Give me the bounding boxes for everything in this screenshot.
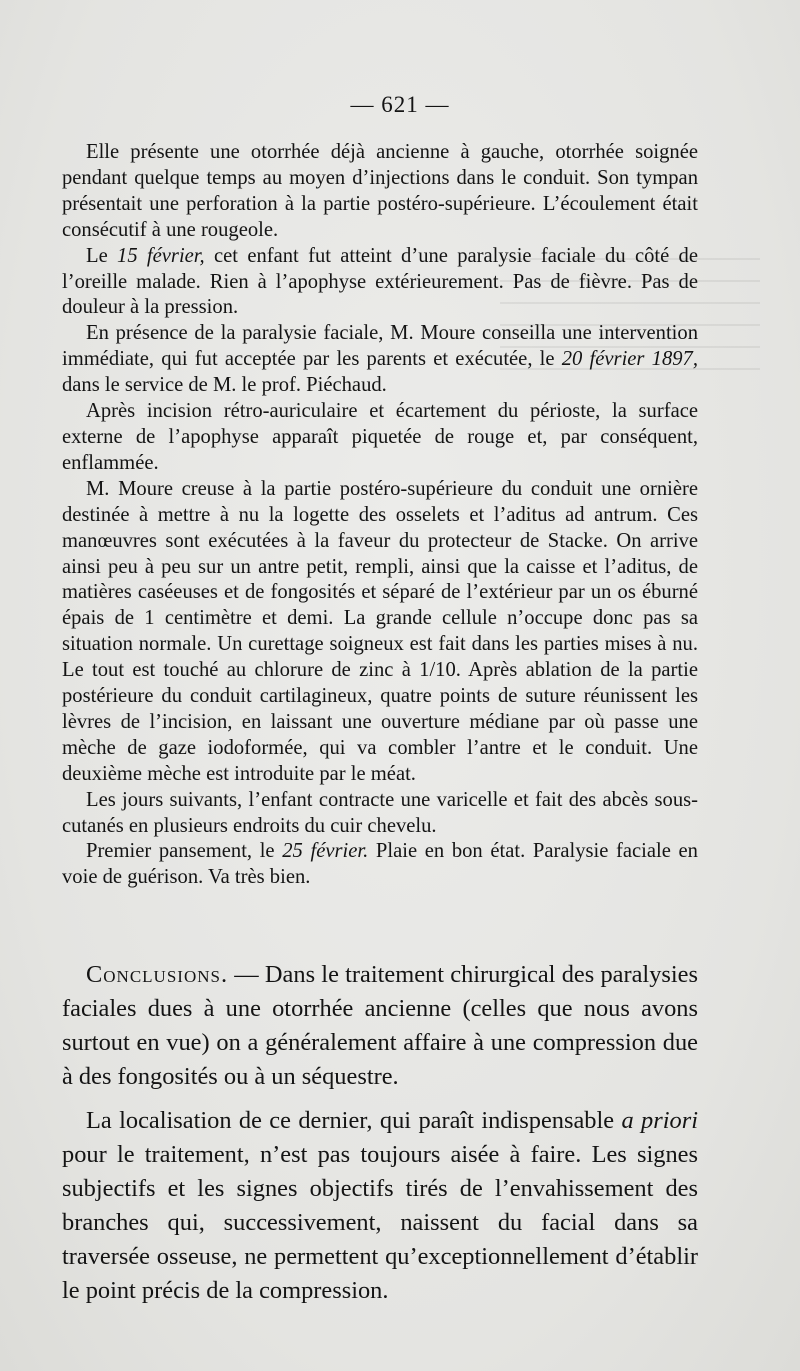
paragraph-varicelle: Les jours suivants, l’enfant contracte une varicelle et fait des abcès sous-cutanés en plusieurs endroits du cuir chevelu. (62, 788, 698, 837)
a-priori-italic: a priori (621, 1107, 698, 1134)
text-run: cet enfant fut atteint d’une paralysie faciale du côté de l’oreille malade. Rien à l’apophyse extérieurement. Pas de fièvre. Pas de douleur à la pression. (62, 244, 698, 319)
text-run: Plaie en bon état. Paralysie faciale en voie de guérison. Va très bien. (62, 840, 698, 889)
text-run: La localisation de ce dernier, qui paraît indispensable (86, 1107, 622, 1134)
paragraph-conclusions (62, 958, 698, 1094)
text-run: Premier pansement, le (86, 840, 283, 863)
paragraph-incision: Après incision rétro-auriculaire et écartement du périoste, la surface externe de l’apophyse apparaît piquetée de rouge et, par conséquent, enflammée. (62, 400, 698, 474)
text-run: pour le traitement, n’est pas toujours aisée à faire. Les signes subjectifs et les signes objectifs tirés de l’envahissement des branches qui, successivement, naissent du facial dans sa traversée osseuse, ne permettent qu’exceptionnellement d’établir le point précis de la compression. (62, 1141, 698, 1304)
paragraph-paralysie (62, 244, 698, 322)
conclusions-heading: Conclusions. (86, 961, 229, 988)
date-15-fevrier: 15 février, (117, 244, 205, 267)
paragraph-pansement (62, 839, 698, 891)
case-report-text (62, 140, 698, 891)
date-20-fevrier: 20 février 1897, (561, 348, 698, 371)
paragraph-otorrhee: Elle présente une otorrhée déjà ancienne à gauche, otorrhée soignée pendant quelque temps au moyen d’injections dans le conduit. Son tympan présentait une perforation à la partie postéro-supérieure. L’écoulement était consécutif à une rougeole. (62, 141, 698, 241)
paragraph-operation: M. Moure creuse à la partie postéro-supérieure du conduit une ornière destinée à mettre à nu la logette des osselets et l’aditus ad antrum. Ces manœuvres sont exécutées à la faveur du protecteur de Stacke. On arrive ainsi peu à peu sur un antre petit, rempli, ainsi que la caisse et l’aditus, de matières caséeuses et de fongosités et séparé de l’extérieur par un os éburné épais de 1 centimètre et demi. La grande cellule n’occupe donc pas sa situation normale. Un curettage soigneux est fait dans les parties mises à nu. Le tout est touché au chlorure de zinc à 1/10. Après ablation de la partie postérieure du conduit cartilagineux, quatre points de suture réunissent les lèvres de l’incision, en laissant une ouverture médiane par où passe une mèche de gaze iodoformée, qui va combler l’antre et le conduit. Une deuxième mèche est introduite par le méat. (62, 477, 698, 785)
text-run: Le (86, 244, 118, 267)
text-run: — Dans le traitement chirurgical des paralysies faciales dues à une otorrhée ancienne (celles que nous avons surtout en vue) on a généralement affaire à une compression due à des fongosités ou à un séquestre. (62, 961, 698, 1090)
conclusions-section (62, 958, 698, 1318)
date-25-fevrier: 25 février. (282, 840, 369, 863)
text-run: dans le service de M. le prof. Piéchaud. (62, 374, 387, 397)
text-run: En présence de la paralysie faciale, M. Moure conseilla une intervention immédiate, qui fut acceptée par les parents et exécutée, le (62, 322, 698, 371)
page-number: — 621 — (350, 92, 450, 117)
paragraph-localisation (62, 1104, 698, 1308)
paragraph-intervention (62, 321, 698, 399)
